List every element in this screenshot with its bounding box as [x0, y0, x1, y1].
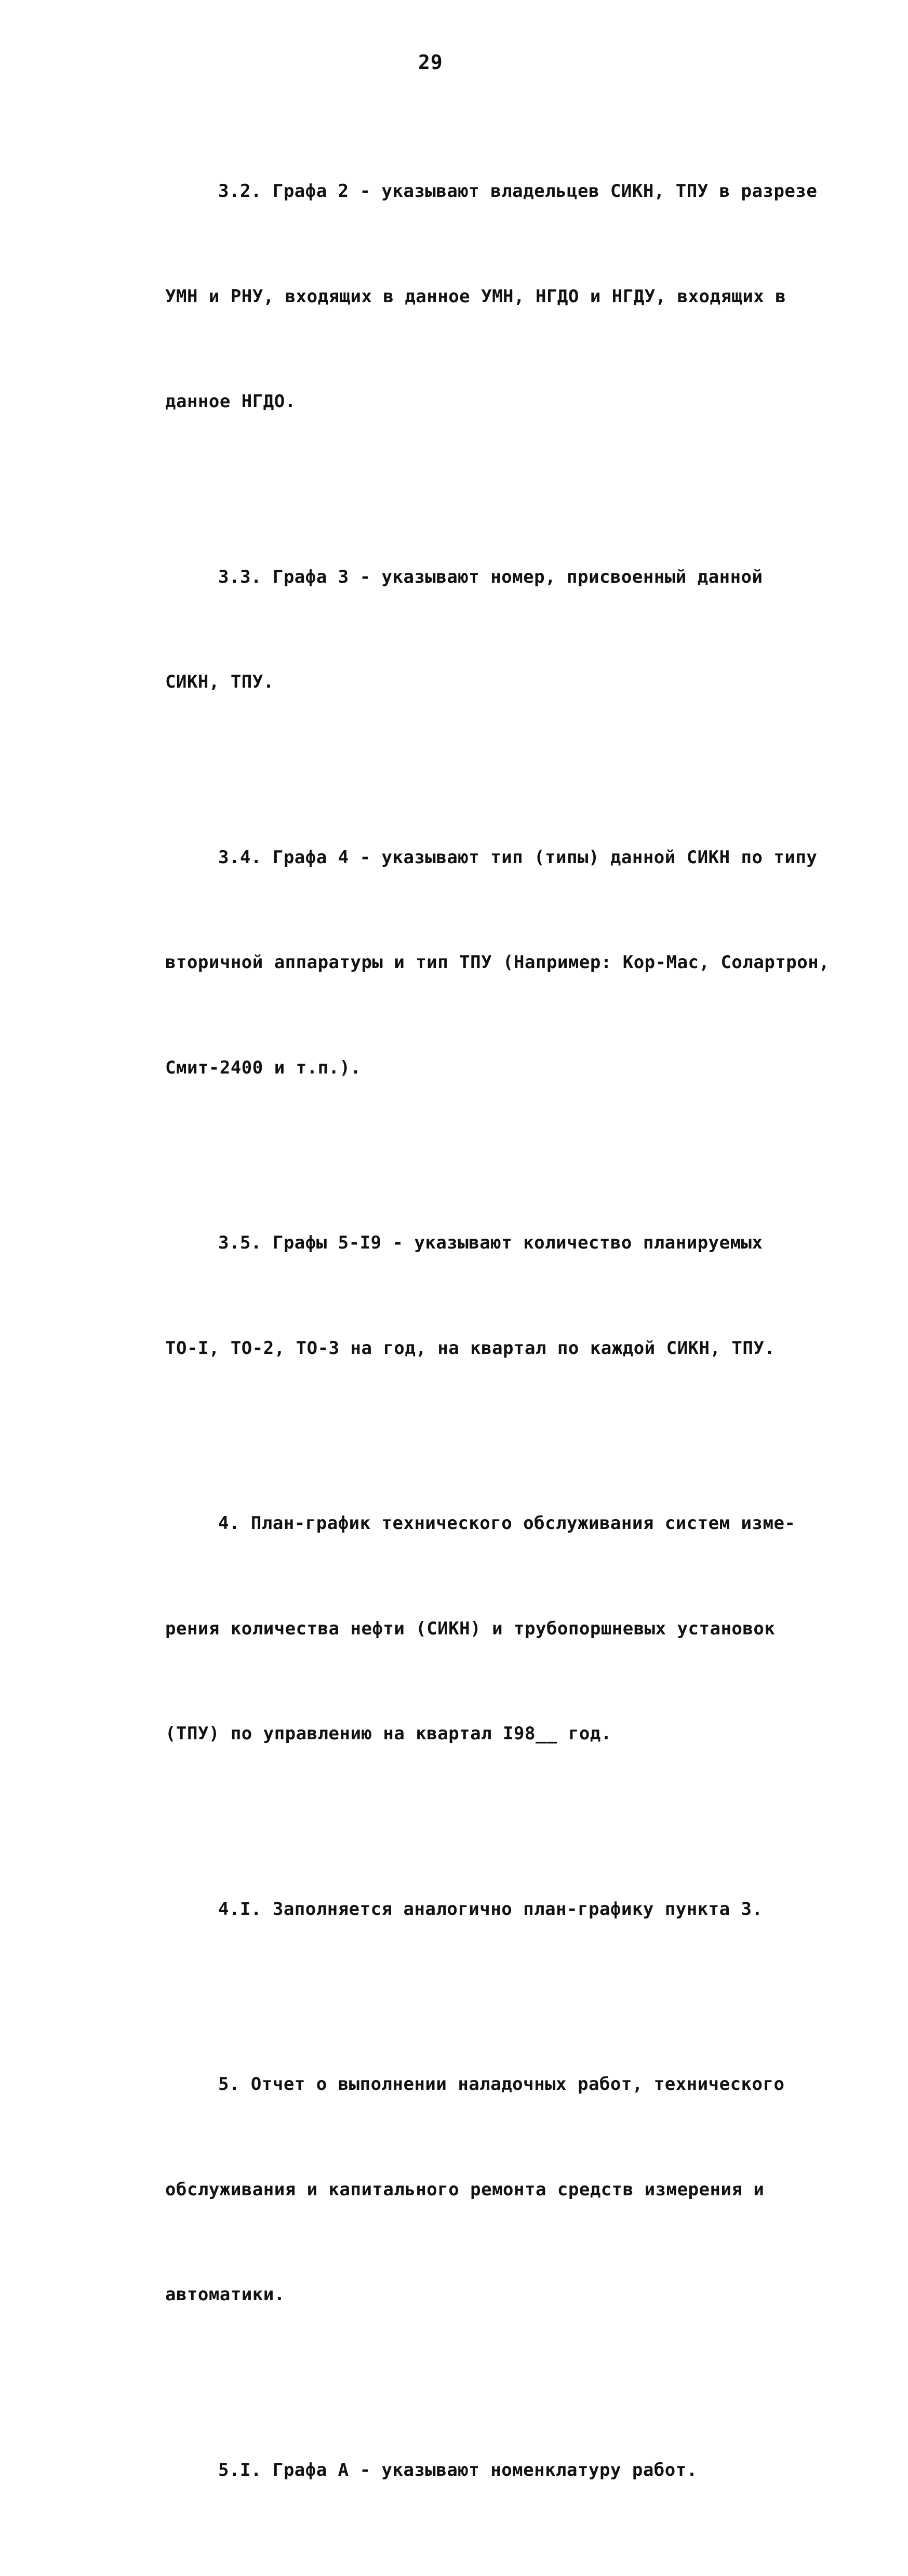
text-line: УМН и РНУ, входящих в данное УМН, НГДО и НГДУ, входящих в: [165, 286, 786, 307]
text-line: обслуживания и капитального ремонта средств измерения и: [165, 2179, 765, 2200]
text-line: Смит-2400 и т.п.).: [165, 1057, 362, 1078]
body-text: [165, 104, 835, 2576]
text-line: 5.I. Графа А - указывают номенклатуру работ.: [218, 2459, 698, 2480]
paragraph-3-5: [165, 1156, 835, 1436]
paragraph-4: [165, 1436, 835, 1822]
text-line: вторичной аппаратуры и тип ТПУ (Например: Кор-Мас, Солартрон,: [165, 952, 830, 973]
paragraph-5-2: [165, 2558, 835, 2576]
paragraph-3-2: [165, 104, 835, 490]
text-line: (ТПУ) по управлению на квартал I98__ год.: [165, 1723, 612, 1744]
text-line: 3.5. Графы 5-I9 - указывают количество планируемых: [218, 1232, 763, 1253]
text-line: рения количества нефти (СИКН) и трубопоршневых установок: [165, 1618, 776, 1639]
paragraph-5-1: [165, 2383, 835, 2558]
text-line: данное НГДО.: [165, 391, 296, 412]
text-line: 4.I. Заполняется аналогично план-графику пункта 3.: [218, 1898, 763, 1920]
text-line: 3.3. Графа 3 - указывают номер, присвоенный данной: [218, 566, 763, 587]
paragraph-3-3: [165, 490, 835, 770]
text-line: 4. План-график технического обслуживания систем изме-: [218, 1513, 796, 1534]
text-line: 3.2. Графа 2 - указывают владельцев СИКН, ТПУ в разрезе: [218, 181, 818, 202]
text-line: 5. Отчет о выполнении наладочных работ, технического: [218, 2074, 785, 2095]
text-line: СИКН, ТПУ.: [165, 672, 274, 692]
text-line: 3.4. Графа 4 - указывают тип (типы) данной СИКН по типу: [218, 847, 818, 868]
text-line: автоматики.: [165, 2284, 285, 2305]
page-number: 29: [418, 51, 443, 74]
paragraph-4-1: [165, 1822, 835, 1997]
paragraph-5: [165, 1997, 835, 2383]
text-line: ТО-I, ТО-2, ТО-3 на год, на квартал по каждой СИКН, ТПУ.: [165, 1337, 776, 1359]
paragraph-3-4: [165, 770, 835, 1156]
